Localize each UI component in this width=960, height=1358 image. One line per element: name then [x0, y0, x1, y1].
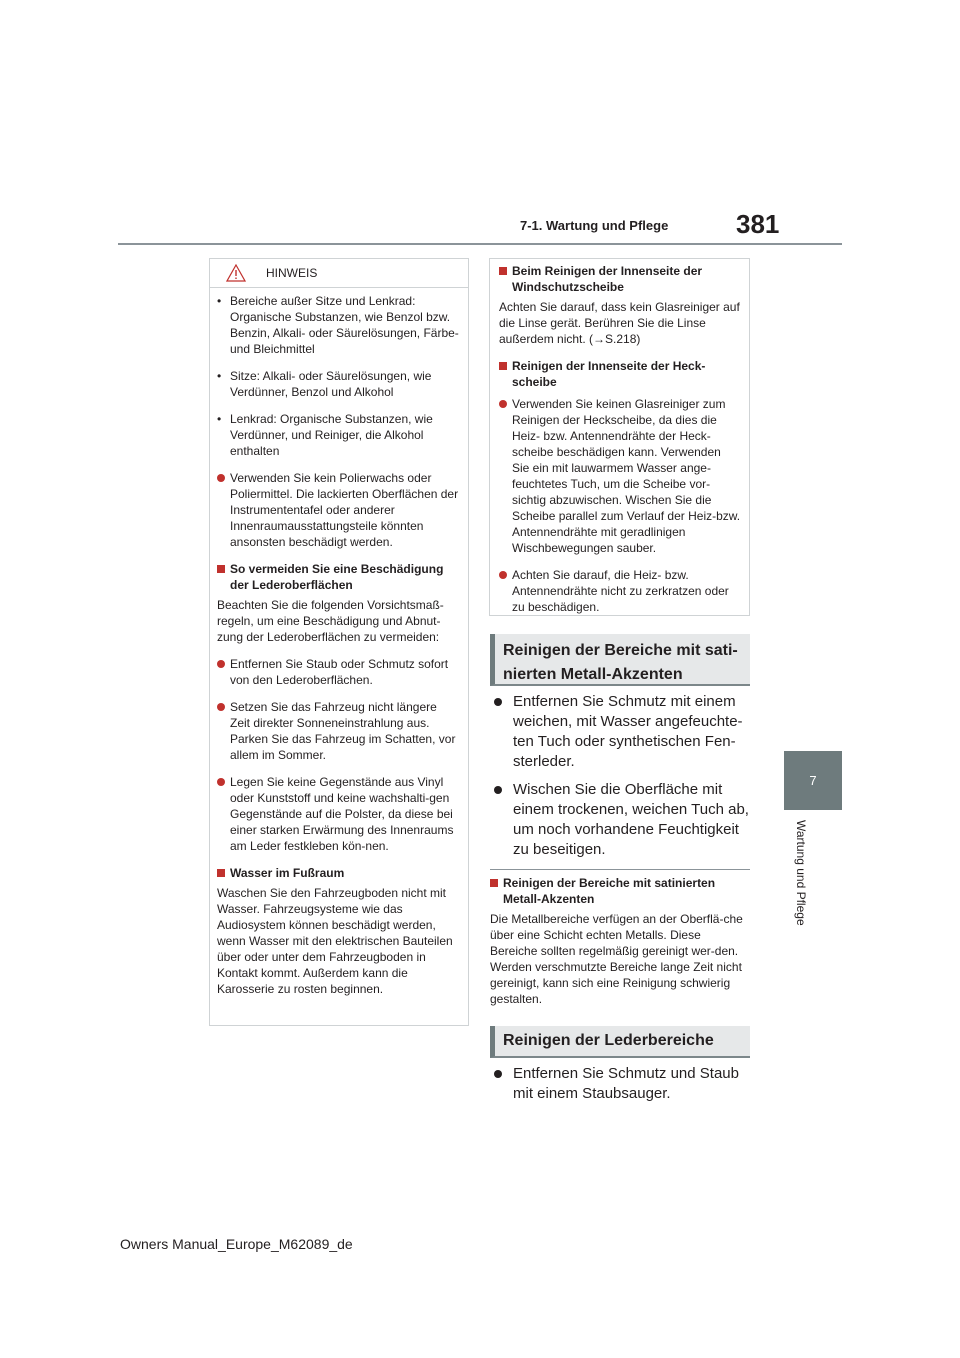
list-item-text: Entfernen Sie Schmutz mit einem weichen, mit Wasser angefeuchte-ten Tuch oder synthetischen Fen-sterleder. [513, 693, 743, 770]
red-square-icon [490, 879, 498, 887]
windshield-heading-text: Beim Reinigen der Innenseite der Windschutzscheibe [512, 264, 703, 294]
red-square-icon [217, 565, 225, 573]
red-square-icon [499, 362, 507, 370]
list-item [499, 567, 741, 615]
list-item-text: Entfernen Sie Staub oder Schmutz sofort von den Lederoberflächen. [230, 657, 449, 687]
section-title: Reinigen der Bereiche mit sati-nierten Metall-Akzenten [503, 642, 738, 683]
list-item-text: Sitze: Alkali- oder Säurelösungen, wie Verdünner, Benzol und Alkohol [230, 369, 432, 399]
list-item [217, 656, 460, 688]
wax-warning [217, 470, 460, 550]
rear-heading-text: Reinigen der Innenseite der Heck-scheibe [512, 359, 706, 389]
leather-bullets [492, 1064, 750, 1104]
metal-subheading-text: Reinigen der Bereiche mit satinierten Metall-Akzenten [503, 876, 716, 906]
list-item-text: Bereiche außer Sitze und Lenkrad: Organische Substanzen, wie Benzol bzw. Benzin, Alkali- oder Säurelösungen, Färbe- und Bleichmittel [230, 294, 459, 356]
red-dot-icon [499, 571, 507, 579]
windshield-text: Achten Sie darauf, dass kein Glasreiniger auf die Linse gerät. Berühren Sie die Linse außerdem nicht. (→S.218) [499, 300, 740, 346]
water-subheading [217, 865, 460, 881]
list-item-text: Setzen Sie das Fahrzeug nicht längere Zeit direkter Sonneneinstrahlung aus. Parken Sie das Fahrzeug im Schatten, vor allem im Sommer. [230, 700, 456, 762]
list-item-text: Wischen Sie die Oberfläche mit einem trockenen, weichen Tuch ab, um noch vorhandene Feuchtigkeit zu beseitigen. [513, 781, 749, 858]
windshield-subheading [499, 263, 741, 295]
running-header-section: 7-1. Wartung und Pflege [520, 218, 669, 233]
red-dot-icon [217, 660, 225, 668]
list-item-text: Verwenden Sie keinen Glasreiniger zum Reinigen der Heckscheibe, da dies die Heiz- bzw. Antennendrähte der Heck-scheibe beschädigen kann. Verwenden Sie ein mit lauwarmem Wasser ange-feuchtetes Tuch, um die Scheibe vor-sichtig abzuwischen. Wischen Sie die Scheibe parallel zum Verlauf der Heiz-bzw. Antennendrähte mit geradlinigen Wischbewegungen sauber. [512, 397, 741, 555]
bullet-dot-icon [494, 786, 502, 794]
chapter-tab [784, 751, 842, 810]
list-item [492, 780, 750, 860]
page-number: 381 [736, 209, 780, 239]
list-item [217, 411, 460, 459]
chapter-title: Wartung und Pflege [794, 820, 808, 926]
bullet-marker: • [217, 412, 222, 426]
red-dot-icon [217, 474, 225, 482]
window-cleaning-box [489, 258, 750, 616]
leather-intro: Beachten Sie die folgenden Vorsichtsmaß-regeln, um eine Beschädigung und Abnut-zung der Lederoberflächen zu vermeiden: [217, 598, 444, 644]
list-item [217, 293, 460, 357]
footer-doc-id: Owners Manual_Europe_M62089_de [120, 1236, 353, 1252]
list-item [217, 368, 460, 400]
header-divider [118, 243, 842, 245]
list-item [217, 774, 460, 854]
section-title: Reinigen der Lederbereiche [503, 1032, 714, 1049]
leather-subheading [217, 561, 460, 593]
red-square-icon [499, 267, 507, 275]
rear-window-subheading [499, 358, 741, 390]
list-item [499, 396, 741, 556]
bullet-dot-icon [494, 698, 502, 706]
metal-bullets [492, 692, 750, 860]
red-dot-icon [217, 703, 225, 711]
red-dot-icon [217, 778, 225, 786]
list-item [492, 1064, 750, 1104]
chapter-number: 7 [809, 773, 817, 788]
list-item-text: Legen Sie keine Gegenstände aus Vinyl oder Kunststoff und keine wachshalti-gen Gegenstände auf die Polster, da diese bei einer starken Erwärmung des Innenraums am Leder festkleben kön-nen. [230, 775, 454, 853]
list-item [492, 692, 750, 772]
notice-box [209, 258, 469, 1026]
bullet-marker: • [217, 294, 222, 308]
notice-heading: HINWEIS [266, 266, 318, 280]
list-item [217, 699, 460, 763]
wax-warning-text: Verwenden Sie kein Polierwachs oder Poliermittel. Die lackierten Oberflächen der Instrumententafel oder anderer Innenraumausstattungsteile könnten ansonsten beschädigt werden. [230, 471, 459, 549]
bullet-dot-icon [494, 1070, 502, 1078]
bullet-marker: • [217, 369, 222, 383]
metal-subsection [490, 875, 750, 1007]
subsection-divider [490, 869, 750, 870]
red-dot-icon [499, 400, 507, 408]
list-item-text: Lenkrad: Organische Substanzen, wie Verdünner, und Reiniger, die Alkohol enthalten [230, 412, 433, 458]
notice-header [210, 259, 468, 288]
water-text: Waschen Sie den Fahrzeugboden nicht mit Wasser. Fahrzeugsysteme wie das Audiosystem können beschädigt werden, wenn Wasser mit den elektrischen Bauteilen über oder unter dem Fahrzeugboden in Kontakt kommt. Außerdem kann die Karosserie zu rosten beginnen. [217, 886, 453, 996]
list-item-text: Entfernen Sie Schmutz und Staub mit einem Staubsauger. [513, 1065, 739, 1102]
metal-subheading [490, 875, 750, 907]
metal-subsection-text: Die Metallbereiche verfügen an der Oberflä-che über eine Schicht echten Metalls. Diese Bereiche sollten regelmäßig gereinigt wer-den. Werden verschmutzte Bereiche lange Zeit nicht gereinigt, kann sich eine Reinigung schwierig gestalten. [490, 912, 743, 1006]
red-square-icon [217, 869, 225, 877]
section-heading-metal [490, 634, 750, 686]
list-item-text: Achten Sie darauf, die Heiz- bzw. Antennendrähte nicht zu zerkratzen oder zu beschädigen. [512, 568, 729, 614]
water-heading-text: Wasser im Fußraum [230, 866, 345, 880]
leather-heading-text: So vermeiden Sie eine Beschädigung der Lederoberflächen [230, 562, 444, 592]
section-heading-leather [490, 1026, 750, 1058]
warning-triangle-icon [226, 264, 246, 282]
